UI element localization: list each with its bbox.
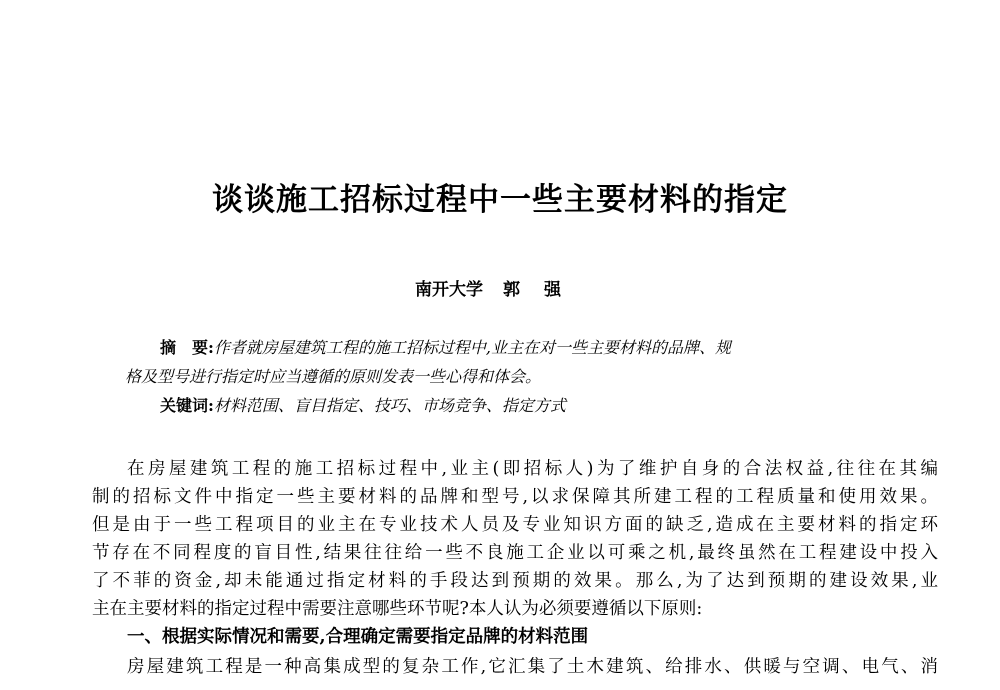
abstract-colon: :	[208, 338, 214, 357]
body-line-5: 了不菲的资金,却未能通过指定材料的手段达到预期的效果。那么,为了达到预期的建设效果,业	[92, 571, 938, 591]
body-line-3: 但是由于一些工程项目的业主在专业技术人员及专业知识方面的缺乏,造成在主要材料的指定环	[92, 515, 938, 535]
author-name: 郭强	[503, 280, 585, 300]
author-line	[0, 277, 1000, 303]
abstract-text: 作者就房屋建筑工程的施工招标过程中,业主在对一些主要材料的品牌、规	[213, 338, 732, 357]
keywords-line	[160, 394, 566, 418]
keywords-colon: :	[208, 396, 214, 415]
body-line-7: 房屋建筑工程是一种高集成型的复杂工作,它汇集了土木建筑、给排水、供暖与空调、电气、消	[127, 657, 938, 677]
body-line-1: 在房屋建筑工程的施工招标过程中,业主(即招标人)为了维护自身的合法权益,往往在其编	[127, 459, 938, 479]
abstract-text: 格及型号进行指定时应当遵循的原则发表一些心得和体会。	[125, 367, 542, 386]
abstract-line-2	[125, 365, 541, 389]
body-line-2: 制的招标文件中指定一些主要材料的品牌和型号,以求保障其所建工程的工程质量和使用效果。	[92, 487, 938, 507]
body-line-6: 主在主要材料的指定过程中需要注意哪些环节呢?本人认为必须要遵循以下原则:	[92, 599, 703, 619]
affiliation: 南开大学	[415, 280, 483, 300]
keywords-text: 材料范围、盲目指定、技巧、市场竞争、指定方式	[213, 396, 566, 415]
abstract-line-1	[160, 336, 731, 360]
body-line-4: 节存在不同程度的盲目性,结果往往给一些不良施工企业以可乘之机,最终虽然在工程建设中投入	[92, 543, 938, 563]
paper-title: 谈谈施工招标过程中一些主要材料的指定	[212, 182, 788, 218]
keywords-label: 关键词	[160, 396, 209, 415]
abstract-label: 摘 要	[160, 338, 209, 357]
section-heading-1: 一、根据实际情况和需要,合理确定需要指定品牌的材料范围	[127, 627, 589, 647]
